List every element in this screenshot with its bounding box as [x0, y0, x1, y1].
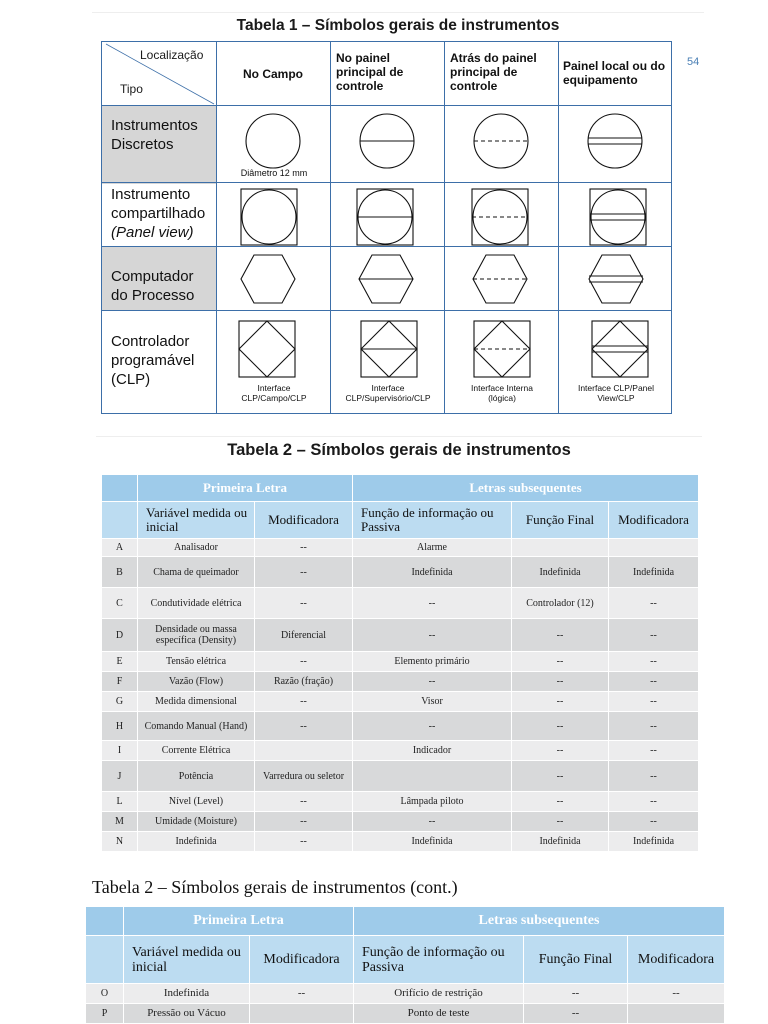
table-cell-letter: D	[102, 619, 138, 652]
instrument-symbols-table	[101, 41, 672, 414]
table-cell-info: --	[353, 619, 512, 652]
table-cell-final: --	[512, 692, 609, 712]
group-header: Letras subsequentes	[354, 907, 725, 936]
col-header: Atrás do painel principal de controle	[450, 51, 537, 93]
row-label-line: Instrumentos	[111, 117, 198, 134]
table-cell-final: --	[512, 792, 609, 812]
sub-header: Modificadora	[628, 936, 725, 984]
table-cell-info: Indicador	[353, 741, 512, 761]
table-cell-variable: Umidade (Moisture)	[138, 812, 255, 832]
symbol-plc-main-panel	[360, 320, 418, 378]
table-cell-variable: Densidade ou massa específica (Density)	[138, 619, 255, 652]
group-header: Primeira Letra	[138, 475, 353, 502]
table-cell-modifier: Varredura ou seletor	[255, 761, 353, 792]
plc-caption	[332, 383, 444, 403]
table-cell-variable: Pressão ou Vácuo	[124, 1004, 250, 1024]
table-cell-letter: N	[102, 832, 138, 852]
sub-header: Modificadora	[255, 502, 353, 539]
letter-code-table-continued	[85, 906, 725, 1024]
row-label-line: programável	[111, 352, 195, 369]
table2-cont-title: Tabela 2 – Símbolos gerais de instrumentos (cont.)	[92, 877, 458, 897]
table-cell-modifier: Razão (fração)	[255, 672, 353, 692]
table-cell-modifier2: --	[609, 792, 699, 812]
table-cell-letter: J	[102, 761, 138, 792]
table-cell-info: Indefinida	[353, 832, 512, 852]
table-cell-modifier: --	[255, 712, 353, 741]
table-cell-letter: M	[102, 812, 138, 832]
table-row	[102, 761, 699, 792]
header-blank	[102, 475, 138, 502]
table-cell-modifier2: --	[609, 741, 699, 761]
table-row	[86, 1004, 725, 1024]
table-row	[102, 652, 699, 672]
table-row	[102, 539, 699, 557]
table-cell-final: Controlador (12)	[512, 588, 609, 619]
row-label-discrete	[102, 106, 216, 154]
header-blank	[86, 936, 124, 984]
symbol-plc-field	[238, 320, 296, 378]
table-cell-modifier2: --	[609, 672, 699, 692]
page-number: 54	[687, 56, 700, 68]
table-row	[102, 792, 699, 812]
table-cell-modifier: --	[255, 588, 353, 619]
symbol-shared-behind-panel	[471, 188, 529, 246]
symbol-circle-behind-panel	[472, 112, 530, 170]
caption-line: Interface	[371, 383, 405, 393]
table-cell-variable: Potência	[138, 761, 255, 792]
symbol-circle-field	[244, 112, 302, 170]
plc-caption	[446, 383, 558, 403]
table-cell-info: Elemento primário	[353, 652, 512, 672]
table-row	[102, 619, 699, 652]
table-cell-modifier2	[609, 539, 699, 557]
sub-header: Variável medida ou inicial	[138, 502, 255, 539]
table-cell-modifier2	[628, 1004, 725, 1024]
diameter-caption: Diâmetro 12 mm	[240, 168, 308, 178]
table-cell-info: Indefinida	[353, 557, 512, 588]
sub-header: Modificadora	[250, 936, 354, 984]
header-blank	[86, 907, 124, 936]
corner-location-label: Localização	[140, 48, 204, 62]
table-row	[102, 812, 699, 832]
table-cell-letter: L	[102, 792, 138, 812]
caption-line: CLP/Campo/CLP	[241, 393, 307, 403]
table-row	[102, 741, 699, 761]
table-cell-modifier2: --	[609, 712, 699, 741]
row-label-shared	[102, 175, 216, 242]
letter-code-table	[101, 474, 699, 852]
table-cell-variable: Medida dimensional	[138, 692, 255, 712]
table-cell-final: --	[524, 1004, 628, 1024]
table-cell-letter: B	[102, 557, 138, 588]
table-cell-info: --	[353, 672, 512, 692]
corner-type-label: Tipo	[120, 82, 143, 96]
table-cell-modifier	[255, 741, 353, 761]
table-cell-variable: Tensão elétrica	[138, 652, 255, 672]
table-row	[102, 712, 699, 741]
sub-header: Função de informação ou Passiva	[353, 502, 512, 539]
symbol-shared-field	[240, 188, 298, 246]
symbol-circle-local-panel	[586, 112, 644, 170]
table-cell-modifier: --	[250, 984, 354, 1004]
table-cell-variable: Comando Manual (Hand)	[138, 712, 255, 741]
table-cell-final: --	[524, 984, 628, 1004]
sub-header: Função Final	[524, 936, 628, 984]
caption-line: (lógica)	[488, 393, 516, 403]
table-cell-final: --	[512, 741, 609, 761]
table-cell-info: --	[353, 812, 512, 832]
row-label-line: do Processo	[111, 287, 195, 304]
table-cell-info: Ponto de teste	[354, 1004, 524, 1024]
col-header: No Campo	[243, 66, 303, 81]
table-cell-variable: Vazão (Flow)	[138, 672, 255, 692]
table-cell-modifier2: --	[609, 619, 699, 652]
table-cell-final: --	[512, 761, 609, 792]
table2-title: Tabela 2 – Símbolos gerais de instrumentos	[96, 436, 702, 463]
table-cell-info: --	[353, 712, 512, 741]
row-label-computer	[102, 257, 216, 305]
row-label-line: (Panel view)	[111, 224, 194, 241]
table-cell-modifier2: --	[609, 652, 699, 672]
table-cell-final: Indefinida	[512, 557, 609, 588]
group-header: Primeira Letra	[124, 907, 354, 936]
table-cell-info: Visor	[353, 692, 512, 712]
table-cell-modifier: Diferencial	[255, 619, 353, 652]
caption-line: Interface CLP/Panel	[577, 383, 655, 393]
symbol-hexagon-local-panel	[588, 254, 644, 304]
plc-caption	[560, 383, 672, 403]
symbol-hexagon-behind-panel	[472, 254, 528, 304]
table-cell-info: Lâmpada piloto	[353, 792, 512, 812]
table-cell-letter: C	[102, 588, 138, 619]
table-cell-final: --	[512, 712, 609, 741]
plc-caption	[218, 383, 330, 403]
table-cell-letter: E	[102, 652, 138, 672]
table-cell-modifier2: --	[609, 761, 699, 792]
row-label-line: Instrumento	[111, 186, 191, 203]
table-cell-final	[512, 539, 609, 557]
table-cell-modifier2: --	[609, 812, 699, 832]
table-cell-info: Orifício de restrição	[354, 984, 524, 1004]
symbol-plc-behind-panel	[473, 320, 531, 378]
table-cell-letter: H	[102, 712, 138, 741]
table-cell-variable: Corrente Elétrica	[138, 741, 255, 761]
table-cell-modifier2: --	[628, 984, 725, 1004]
table-cell-letter: O	[86, 984, 124, 1004]
table-cell-final: --	[512, 672, 609, 692]
symbol-hexagon-main-panel	[358, 254, 414, 304]
table-cell-letter: G	[102, 692, 138, 712]
caption-line: CLP/Supervisório/CLP	[345, 393, 431, 403]
table-cell-variable: Nível (Level)	[138, 792, 255, 812]
table-cell-modifier2: --	[609, 692, 699, 712]
caption-line: Interface Interna	[471, 383, 533, 393]
table-cell-info	[353, 761, 512, 792]
sub-header: Função Final	[512, 502, 609, 539]
table-row	[102, 832, 699, 852]
table1-title: Tabela 1 – Símbolos gerais de instrumentos	[92, 12, 704, 39]
table-cell-final: --	[512, 619, 609, 652]
table-cell-final: --	[512, 652, 609, 672]
table-cell-modifier: --	[255, 792, 353, 812]
row-label-plc	[102, 322, 216, 389]
row-label-line: compartilhado	[111, 205, 206, 222]
table-cell-modifier: --	[255, 539, 353, 557]
table-cell-variable: Analisador	[138, 539, 255, 557]
table-cell-letter: F	[102, 672, 138, 692]
table-row	[102, 692, 699, 712]
symbol-circle-main-panel	[358, 112, 416, 170]
header-blank	[102, 502, 138, 539]
table-cell-letter: A	[102, 539, 138, 557]
table-cell-info: Alarme	[353, 539, 512, 557]
symbol-shared-local-panel	[589, 188, 647, 246]
symbol-shared-main-panel	[356, 188, 414, 246]
table-cell-modifier2: Indefinida	[609, 557, 699, 588]
table-cell-modifier: --	[255, 557, 353, 588]
row-label-line: Computador	[111, 268, 194, 285]
table-cell-modifier2: Indefinida	[609, 832, 699, 852]
table-cell-final: --	[512, 812, 609, 832]
table-cell-variable: Indefinida	[124, 984, 250, 1004]
row-label-line: Discretos	[111, 136, 174, 153]
table-cell-final: Indefinida	[512, 832, 609, 852]
col-header: No painel principal de controle	[336, 51, 404, 93]
table-cell-variable: Indefinida	[138, 832, 255, 852]
table-row	[102, 588, 699, 619]
table-row	[102, 672, 699, 692]
sub-header: Modificadora	[609, 502, 699, 539]
table-cell-info: --	[353, 588, 512, 619]
table-cell-modifier: --	[255, 692, 353, 712]
table-cell-variable: Condutividade elétrica	[138, 588, 255, 619]
caption-line: View/CLP	[597, 393, 635, 403]
table-cell-modifier: --	[255, 812, 353, 832]
symbol-hexagon-field	[240, 254, 296, 304]
table-row	[86, 984, 725, 1004]
table-cell-modifier	[250, 1004, 354, 1024]
symbol-plc-local-panel	[591, 320, 649, 378]
table-cell-letter: I	[102, 741, 138, 761]
table-cell-modifier2: --	[609, 588, 699, 619]
table-cell-modifier: --	[255, 652, 353, 672]
col-header: Painel local ou do equipamento	[563, 59, 666, 87]
row-label-line: (CLP)	[111, 371, 151, 388]
table-row	[102, 557, 699, 588]
table-cell-variable: Chama de queimador	[138, 557, 255, 588]
caption-line: Interface	[257, 383, 291, 393]
table-cell-letter: P	[86, 1004, 124, 1024]
sub-header: Função de informação ou Passiva	[354, 936, 524, 984]
table-cell-modifier: --	[255, 832, 353, 852]
group-header: Letras subsequentes	[353, 475, 699, 502]
row-label-line: Controlador	[111, 333, 190, 350]
sub-header: Variável medida ou inicial	[124, 936, 250, 984]
